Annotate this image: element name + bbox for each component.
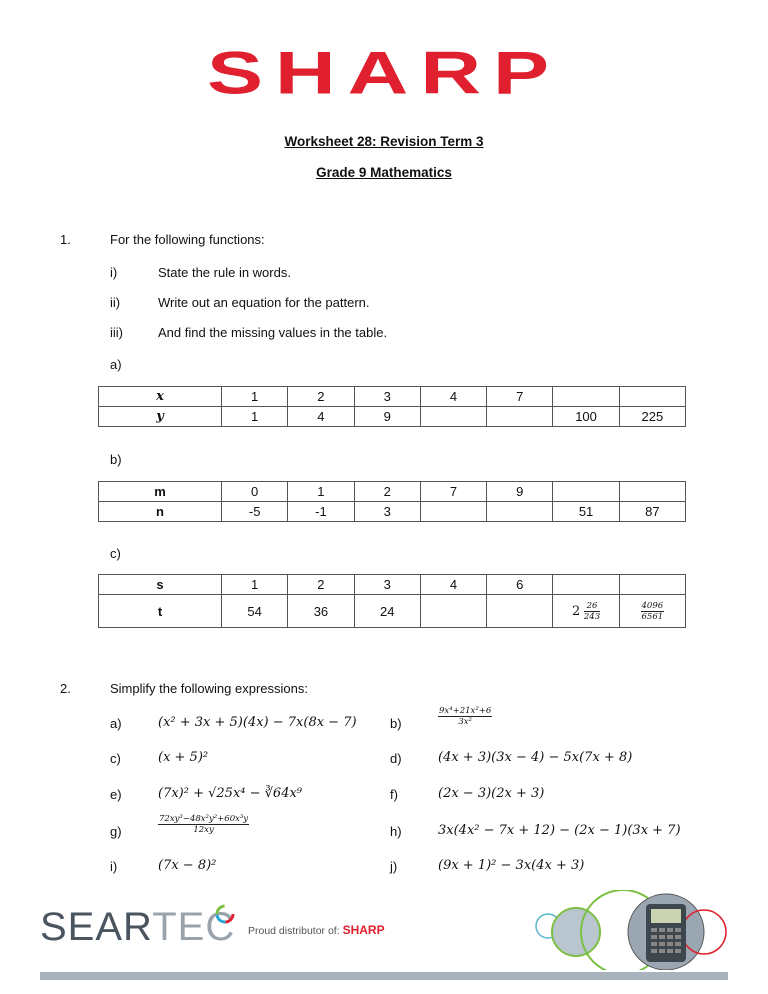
table-cell: 4 <box>420 387 486 407</box>
q2-expr-g <box>158 814 249 835</box>
table-cell: 51 <box>553 502 619 522</box>
fraction-numerator: 72xy³−48x²y²+60x³y <box>159 814 249 824</box>
seartec-logo-part-a: SEAR <box>40 905 153 949</box>
table-cell: n <box>99 502 222 522</box>
table-cell: 0 <box>222 482 288 502</box>
table-cell: 2 <box>354 482 420 502</box>
table-cell: y <box>99 407 222 427</box>
q1-item-i-label: i) <box>110 265 118 280</box>
q2-label-d: d) <box>390 751 402 766</box>
table-cell: 3 <box>354 575 420 595</box>
table-row <box>99 387 686 407</box>
table-cell: 3 <box>354 502 420 522</box>
sharp-logo: SHARP <box>206 38 562 107</box>
calculator-circles-graphic-icon <box>528 890 733 970</box>
table-cell <box>487 502 553 522</box>
table-row <box>99 482 686 502</box>
table-cell: 225 <box>619 407 685 427</box>
table-cell: 4 <box>288 407 354 427</box>
table-cell: 36 <box>288 595 354 628</box>
fraction <box>158 814 249 835</box>
table-cell-fraction <box>619 595 685 628</box>
question-1-text: For the following functions: <box>110 232 265 247</box>
table-cell: 1 <box>222 407 288 427</box>
table-cell: 87 <box>619 502 685 522</box>
table-cell: 6 <box>487 575 553 595</box>
table-cell: 1 <box>222 387 288 407</box>
table-cell <box>619 387 685 407</box>
q2-label-i: i) <box>110 859 118 874</box>
table-cell <box>619 482 685 502</box>
q1-item-iii-text: And find the missing values in the table. <box>158 325 388 340</box>
table-cell <box>420 407 486 427</box>
mixed-whole: 2 <box>571 603 581 619</box>
table-b-label: b) <box>110 452 122 467</box>
table-cell <box>619 575 685 595</box>
table-cell <box>553 387 619 407</box>
fraction-denominator: 6561 <box>641 611 664 622</box>
fraction-denominator: 12xy <box>193 825 214 835</box>
table-c-label: c) <box>110 546 121 561</box>
fraction-numerator: 26 <box>584 601 600 612</box>
q2-expr-a: (x² + 3x + 5)(4x) − 7x(8x − 7) <box>158 715 357 730</box>
table-cell: 4 <box>420 575 486 595</box>
table-cell: 2 <box>288 387 354 407</box>
table-cell: 7 <box>420 482 486 502</box>
grade-title: Grade 9 Mathematics <box>316 165 452 180</box>
table-row <box>99 407 686 427</box>
table-cell <box>420 595 486 628</box>
q2-expr-i: (7x − 8)² <box>158 858 217 873</box>
table-cell <box>420 502 486 522</box>
q2-expr-e: (7x)² + √25x⁴ − ∛64x⁹ <box>158 786 303 801</box>
table-cell: 9 <box>354 407 420 427</box>
table-cell: 9 <box>487 482 553 502</box>
table-row <box>99 595 686 628</box>
table-cell: 100 <box>553 407 619 427</box>
table-row <box>99 502 686 522</box>
q2-label-j: j) <box>390 859 398 874</box>
proud-brand: SHARP <box>342 923 385 937</box>
q1-item-i-text: State the rule in words. <box>158 265 291 280</box>
q2-label-c: c) <box>110 751 121 766</box>
footer-bar <box>40 972 728 980</box>
q2-expr-b <box>438 706 492 727</box>
table-cell: m <box>99 482 222 502</box>
q1-item-ii-label: ii) <box>110 295 121 310</box>
table-cell <box>487 595 553 628</box>
fraction-numerator: 9x⁴+21x²+6 <box>439 706 492 716</box>
table-a <box>98 386 686 427</box>
worksheet-title: Worksheet 28: Revision Term 3 <box>284 134 484 149</box>
question-2-number: 2. <box>60 681 71 696</box>
table-cell: s <box>99 575 222 595</box>
table-cell <box>553 482 619 502</box>
q2-label-h: h) <box>390 824 402 839</box>
fraction <box>641 601 665 622</box>
q2-label-b: b) <box>390 716 402 731</box>
table-a-label: a) <box>110 357 122 372</box>
q2-label-f: f) <box>390 787 398 802</box>
table-cell: 7 <box>487 387 553 407</box>
table-cell: 2 <box>288 575 354 595</box>
table-cell <box>553 575 619 595</box>
q2-label-g: g) <box>110 824 122 839</box>
table-cell-mixed-fraction <box>553 595 619 628</box>
table-cell: 24 <box>354 595 420 628</box>
table-cell: -1 <box>288 502 354 522</box>
q2-label-e: e) <box>110 787 122 802</box>
q2-label-a: a) <box>110 716 122 731</box>
table-row <box>99 575 686 595</box>
question-2-text: Simplify the following expressions: <box>110 681 308 696</box>
table-c <box>98 574 686 628</box>
proud-label: Proud distributor of: <box>248 925 340 937</box>
fraction-denominator: 3x² <box>458 717 472 727</box>
fraction-numerator: 4096 <box>641 600 664 611</box>
table-cell: 1 <box>222 575 288 595</box>
q2-expr-d: (4x + 3)(3x − 4) − 5x(7x + 8) <box>438 750 633 765</box>
seartec-mark-icon <box>215 904 235 924</box>
seartec-logo <box>40 905 235 950</box>
seartec-logo-part-b: TEC <box>152 905 236 949</box>
table-cell: -5 <box>222 502 288 522</box>
table-cell <box>487 407 553 427</box>
fraction-denominator: 243 <box>583 611 601 622</box>
q2-expr-h: 3x(4x² − 7x + 12) − (2x − 1)(3x + 7) <box>438 823 681 838</box>
q2-expr-c: (x + 5)² <box>158 750 209 765</box>
fraction <box>438 706 492 727</box>
q2-expr-f: (2x − 3)(2x + 3) <box>438 786 545 801</box>
q2-expr-j: (9x + 1)² − 3x(4x + 3) <box>438 858 585 873</box>
table-b <box>98 481 686 522</box>
proud-distributor-text <box>248 923 385 937</box>
table-cell: x <box>99 387 222 407</box>
mixed-fraction <box>584 601 600 622</box>
table-cell: 1 <box>288 482 354 502</box>
q1-item-iii-label: iii) <box>110 325 123 340</box>
q1-item-ii-text: Write out an equation for the pattern. <box>158 295 370 310</box>
question-1-number: 1. <box>60 232 71 247</box>
table-cell: 54 <box>222 595 288 628</box>
table-cell: t <box>99 595 222 628</box>
table-cell: 3 <box>354 387 420 407</box>
